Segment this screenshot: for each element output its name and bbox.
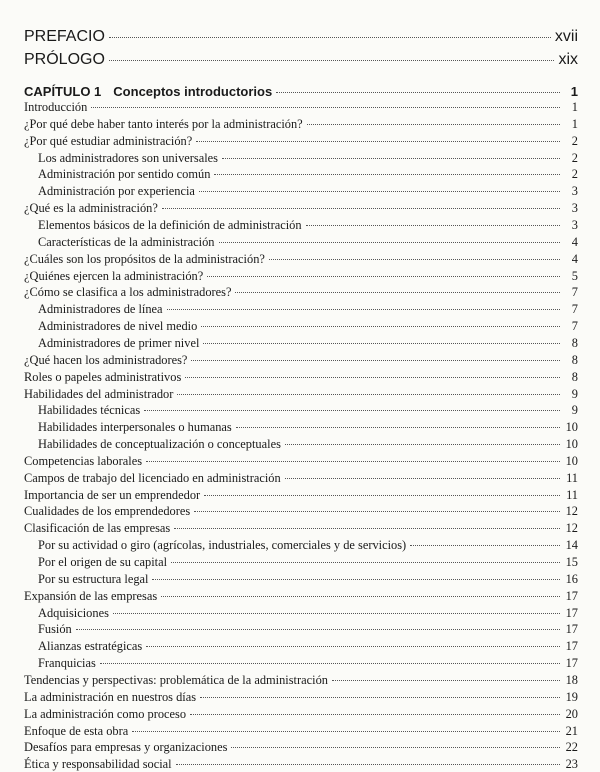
toc-page-number: xvii <box>554 28 578 45</box>
toc-page-number: 7 <box>571 302 578 317</box>
leader-dots <box>174 528 560 529</box>
toc-entry[interactable] <box>38 336 578 351</box>
chapter-heading <box>24 84 272 99</box>
toc-entry[interactable] <box>38 555 578 570</box>
toc-label: Por su estructura legal <box>38 571 149 586</box>
leader-dots <box>176 764 560 765</box>
toc-entry[interactable] <box>38 572 578 587</box>
toc-page-number: 17 <box>565 605 578 620</box>
toc-page-number: 14 <box>565 538 578 553</box>
toc-entry[interactable] <box>38 403 578 418</box>
toc-entry[interactable] <box>24 471 578 486</box>
toc-page-number: 10 <box>565 437 578 451</box>
toc-entry[interactable] <box>38 538 578 553</box>
toc-page-number: 15 <box>565 555 578 569</box>
leader-dots <box>152 579 560 580</box>
toc-entry[interactable] <box>24 707 578 722</box>
toc-entry[interactable] <box>24 285 578 300</box>
toc-label: Características de la administración <box>38 234 215 249</box>
toc-label: Adquisiciones <box>38 605 109 620</box>
leader-dots <box>191 360 560 361</box>
toc-label: Administración por experiencia <box>38 184 195 199</box>
toc-label: Los administradores son universales <box>38 150 218 165</box>
toc-label: Enfoque de esta obra <box>24 723 129 738</box>
leader-dots <box>100 663 560 664</box>
toc-page-number: 10 <box>565 420 578 435</box>
toc-page-number: 17 <box>565 656 578 671</box>
toc-page-number: 12 <box>565 521 578 536</box>
toc-label: Cualidades de los emprendedores <box>24 504 191 519</box>
toc-label: La administración como proceso <box>24 706 187 721</box>
toc-entry[interactable] <box>24 521 578 536</box>
leader-dots <box>91 107 560 108</box>
toc-entry[interactable] <box>38 184 578 199</box>
leader-dots <box>194 511 560 512</box>
chapter-number: CAPÍTULO 1 <box>24 84 102 99</box>
toc-entry[interactable] <box>24 201 578 216</box>
leader-dots <box>276 92 560 93</box>
leader-dots <box>167 309 560 310</box>
leader-dots <box>231 747 560 748</box>
leader-dots <box>410 545 560 546</box>
toc-page-number: 2 <box>571 150 578 165</box>
toc-label: Habilidades del administrador <box>24 386 174 401</box>
toc-page-number: 22 <box>565 740 578 755</box>
leader-dots <box>196 141 560 142</box>
toc-entry[interactable] <box>24 757 578 772</box>
leader-dots <box>199 191 560 192</box>
toc-entry[interactable] <box>38 656 578 671</box>
toc-entry[interactable] <box>38 639 578 654</box>
toc-label: Administradores de nivel medio <box>38 319 198 334</box>
leader-dots <box>222 158 560 159</box>
toc-entry[interactable] <box>24 724 578 739</box>
toc-label: ¿Cuáles son los propósitos de la administración? <box>24 251 265 266</box>
leader-dots <box>236 427 560 428</box>
toc-page-number: 8 <box>571 369 578 384</box>
toc-label: Introducción <box>24 100 88 114</box>
toc-page-number: 1 <box>571 100 578 114</box>
toc-label: Clasificación de las empresas <box>24 521 171 536</box>
leader-dots <box>190 714 560 715</box>
toc-entry[interactable] <box>24 504 578 519</box>
toc-label: Expansión de las empresas <box>24 588 158 603</box>
toc-entry[interactable] <box>24 100 578 115</box>
toc-entry[interactable] <box>38 302 578 317</box>
toc-page-number: 11 <box>566 470 578 485</box>
leader-dots <box>203 343 560 344</box>
toc-label: Administración por sentido común <box>38 167 211 182</box>
toc-entry[interactable] <box>24 589 578 604</box>
toc-page-number: 5 <box>571 268 578 283</box>
leader-dots <box>235 292 560 293</box>
leader-dots <box>177 394 560 395</box>
toc-front-prologo[interactable] <box>24 51 578 69</box>
toc-page-number: 11 <box>566 487 578 502</box>
leader-dots <box>306 225 560 226</box>
toc-page-number: 4 <box>571 251 578 266</box>
leader-dots <box>201 326 560 327</box>
toc-entry[interactable] <box>38 606 578 621</box>
toc-label: ¿Por qué estudiar administración? <box>24 133 193 148</box>
leader-dots <box>144 410 560 411</box>
toc-entry[interactable] <box>24 488 578 503</box>
toc-page-number: 1 <box>571 116 578 131</box>
chapter-title: Conceptos introductorios <box>113 84 273 99</box>
toc-page-number: 12 <box>565 504 578 519</box>
toc-page-number: xix <box>558 51 578 68</box>
leader-dots <box>204 495 560 496</box>
toc-entry[interactable] <box>24 269 578 284</box>
toc-entry[interactable] <box>24 740 578 755</box>
toc-label: Campos de trabajo del licenciado en administración <box>24 470 281 485</box>
toc-page-number: 20 <box>565 706 578 721</box>
toc-label: Competencias laborales <box>24 453 143 468</box>
toc-label: Habilidades técnicas <box>38 403 141 418</box>
leader-dots <box>214 174 560 175</box>
leader-dots <box>132 731 560 732</box>
toc-entry[interactable] <box>38 151 578 166</box>
toc-entry[interactable] <box>24 387 578 402</box>
toc-label: Habilidades interpersonales o humanas <box>38 420 232 435</box>
toc-page-number: 9 <box>571 403 578 418</box>
toc-page-number: 9 <box>571 386 578 401</box>
toc-label: La administración en nuestros días <box>24 689 197 704</box>
leader-dots <box>332 680 560 681</box>
toc-entry[interactable] <box>24 673 578 688</box>
toc-page-number: 17 <box>565 588 578 603</box>
leader-dots <box>162 208 560 209</box>
toc-entry[interactable] <box>38 167 578 182</box>
leader-dots <box>146 646 560 647</box>
toc-entry[interactable] <box>38 420 578 435</box>
toc-label: Habilidades de conceptualización o conceptuales <box>38 437 281 451</box>
toc-page-number: 1 <box>570 84 578 99</box>
toc-label: Franquicias <box>38 656 96 671</box>
toc-label: Administradores de línea <box>38 302 163 317</box>
toc-label: Administradores de primer nivel <box>38 335 200 350</box>
toc-label: Elementos básicos de la definición de administración <box>38 218 302 232</box>
toc-chapter-1[interactable] <box>24 84 578 99</box>
toc-entry[interactable] <box>24 690 578 705</box>
leader-dots <box>285 478 560 479</box>
toc-page-number: 16 <box>565 571 578 586</box>
toc-entry[interactable] <box>38 622 578 637</box>
toc-entry[interactable] <box>24 353 578 368</box>
leader-dots <box>185 377 560 378</box>
toc-label: PREFACIO <box>24 28 105 45</box>
toc-label: ¿Cómo se clasifica a los administradores? <box>24 285 232 300</box>
leader-dots <box>76 629 560 630</box>
toc-page-number: 3 <box>571 218 578 232</box>
toc-label: PRÓLOGO <box>24 51 105 68</box>
toc-entry[interactable] <box>38 218 578 233</box>
toc-label: ¿Qué hacen los administradores? <box>24 352 188 367</box>
toc-entry[interactable] <box>38 235 578 250</box>
toc-label: Ética y responsabilidad social <box>24 757 172 772</box>
leader-dots <box>109 60 555 61</box>
leader-dots <box>269 259 560 260</box>
toc-page-number: 8 <box>571 335 578 350</box>
leader-dots <box>161 596 560 597</box>
toc-page-number: 2 <box>571 133 578 148</box>
toc-label: Fusión <box>38 622 72 637</box>
leader-dots <box>200 697 560 698</box>
leader-dots <box>109 37 551 38</box>
toc-label: ¿Por qué debe haber tanto interés por la administración? <box>24 116 303 131</box>
toc-entry[interactable] <box>24 117 578 132</box>
toc-page-number: 7 <box>571 285 578 300</box>
leader-dots <box>285 444 560 445</box>
toc-label: Por el origen de su capital <box>38 555 168 569</box>
leader-dots <box>113 613 560 614</box>
toc-entry[interactable] <box>24 454 578 469</box>
toc-entry[interactable] <box>24 134 578 149</box>
toc-page-number: 3 <box>571 184 578 199</box>
leader-dots <box>207 276 560 277</box>
toc-label: Alianzas estratégicas <box>38 639 143 654</box>
toc-entry[interactable] <box>24 370 578 385</box>
toc-label: ¿Qué es la administración? <box>24 201 158 216</box>
toc-entry[interactable] <box>24 252 578 267</box>
toc-label: Por su actividad o giro (agrícolas, industriales, comerciales y de servicios) <box>38 538 407 553</box>
leader-dots <box>171 562 560 563</box>
toc-page-number: 21 <box>565 723 578 738</box>
leader-dots <box>307 124 560 125</box>
toc-page-number: 19 <box>565 689 578 704</box>
leader-dots <box>219 242 561 243</box>
toc-page-number: 8 <box>571 352 578 367</box>
toc-page-number: 17 <box>565 622 578 637</box>
toc-page-number: 18 <box>565 672 578 687</box>
toc-label: Importancia de ser un emprendedor <box>24 487 201 502</box>
toc-page-number: 10 <box>565 453 578 468</box>
toc-page-number: 7 <box>571 319 578 334</box>
toc-label: Roles o papeles administrativos <box>24 369 182 384</box>
toc-label: Tendencias y perspectivas: problemática de la administración <box>24 672 328 687</box>
toc-label: ¿Quiénes ejercen la administración? <box>24 268 204 283</box>
toc-entry[interactable] <box>38 319 578 334</box>
toc-page-number: 4 <box>571 234 578 249</box>
toc-entry[interactable] <box>38 437 578 452</box>
toc-page-number: 2 <box>571 167 578 182</box>
toc-page-number: 3 <box>571 201 578 216</box>
leader-dots <box>146 461 560 462</box>
toc-page-number: 23 <box>565 757 578 772</box>
toc-page-number: 17 <box>565 639 578 654</box>
toc-front-prefacio[interactable] <box>24 28 578 46</box>
toc-label: Desafíos para empresas y organizaciones <box>24 740 228 755</box>
